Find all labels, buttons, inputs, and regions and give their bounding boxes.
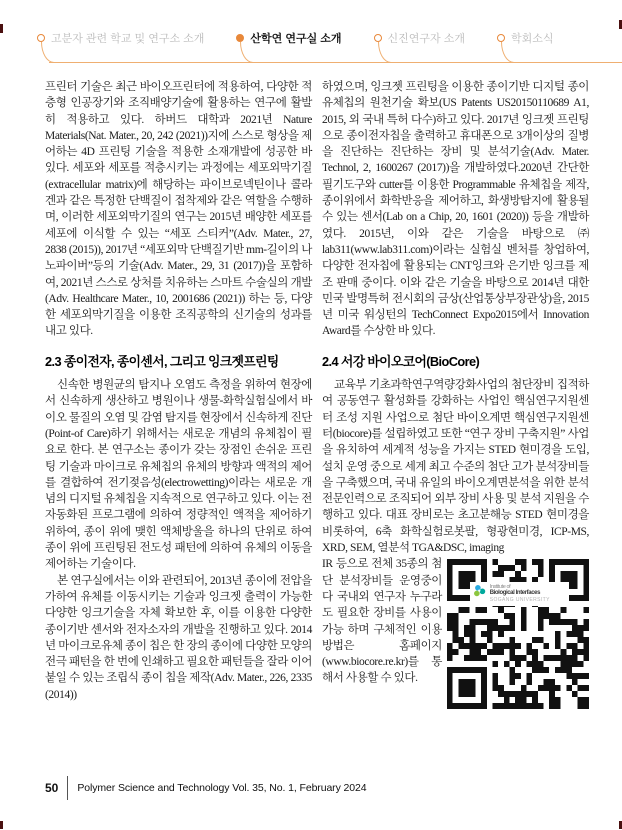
right-column (322, 79, 589, 709)
page-number: 50 (45, 781, 59, 795)
scan-artifact (0, 24, 3, 33)
journal-info: Polymer Science and Technology Vol. 35, No. 1, February 2024 (77, 782, 367, 794)
nav-tab-society-news[interactable] (497, 30, 554, 46)
paragraph: 하였으며, 잉크젯 프린팅을 이용한 종이기반 디지털 종이 유체칩의 원천기술 확보(US Patents US20150110689 A1, 2015, 외 국내 특허 다수)하고 있다. 2017년 잉크젯 프린팅으로 종이전자칩을 출력하고 휴대폰으로 3개이상의 질병을 진단하는 진단하는 장비 및 분석기술(Adv. Mater. Technol, 2, 1600267 (2017))을 개발하였다.2020년 간단한 필기도구와 cutter를 이용한 Programmable 유체칩을 제작, 종이위에서 화학반응을 제어하고, 화생방탐지에 활용될 수 있는 센서(Lab on a Chip, 20, 1601 (2020)) 등을 개발하였다. 2015년, 이와 같은 기술을 바탕으로 ㈜lab311(www.lab311.com)이라는 실험실 벤처를 창업하여, 다양한 전자칩에 활용되는 CNT잉크와 은기반 잉크를 제조 판매 중이다. 이와 같은 기술을 바탕으로 2014년 대한민국 발명특허 전시회의 금상(산업통상부장관상)을, 2015년 미국 워싱턴의 TechConnect Expo2015에서 Innovation Award를 수상한 바 있다. (322, 81, 589, 338)
paragraph: 프린터 기술은 최근 바이오프린터에 적용하여, 다양한 적층형 인공장기와 조직배양기술에 활용하는 연구에 활발히 적용하고 있다. 하버드 대학과 2021년 Nature Materials(Nat. Mater., 20, 242 (2021))지에 스스로 형상을 제어하는 4D 프린팅 기술을 적용한 소재개발에 성공한 바 있다. 세포와 세포를 적층시키는 과정에는 세포외막기질(extracellular matrix)에 해당하는 파이브로넥틴이나 콜라겐과 같은 특정한 단백질이 접착제와 같은 역할을 수행하며, 이러한 세포외막기질의 연구는 2015년 배양한 세포를 세포에 이식할 수 있는 “세포 스티커”(Adv. Mater., 27, 2838 (2015)), 2017년 “세포외막 단백질기반 mm-길이의 나노파이버”등의 기술(Adv. Mater., 29, 31 (2017))을 포함하여, 2021년 스스로 상처를 치유하는 스마트 수술실의 개발(Adv. Healthcare Mater., 10, 2001686 (2021)) 하는 등, 다양한 세포외막기질을 이용한 조직공학의 신기술의 성과를 내고 있다. (45, 81, 312, 338)
paragraph: 본 연구실에서는 이와 관련되어, 2013년 종이에 전압을 가하여 유체를 이동시키는 기술과 잉크젯 출력이 가능한 다양한 잉크기술을 자체 확보한 후, 이를 이용한 다양한 종이기반 센서와 전자소자의 개발을 진행하고 있다. 2014년 마이크로유체 종이 칩은 한 장의 종이에 다양한 모양의 전극 패턴을 한 번에 인쇄하고 필요한 패턴들을 잘라 이어 붙일 수 있는 조립식 종이 칩을 제작(Adv. Mater., 226, 2335 (2014)) (45, 574, 312, 701)
nav-bullet-icon (374, 34, 382, 42)
nav-tab-schools-institutes[interactable] (37, 30, 204, 46)
institute-logo (470, 582, 569, 606)
logo-line-2: Biological Interfaces (489, 590, 541, 597)
paragraph: 교육부 기초과학연구역량강화사업의 첨단장비 집적하여 공동연구 활성화를 강화하는 사업인 핵심연구지원센터 조성 지원 사업으로 첨단 바이오계면 핵심연구지원센터(biocore)를 설립하였고 또한 “연구 장비 구축지원” 사업을 유치하여 세계적 성능을 가지는 STED 현미경을 도입, 설치 운영 중으로 세계 최고 수준의 첨단 고가 분석장비들을 구축했으며, 국내 유일의 바이오계면분석을 위한 분석전문인력으로 조직되어 외부 장비 사용 및 분석 지원을 수행하고 있다. 대표 장비로는 초고분해능 STED 현미경을 비롯하여, 6축 화학실험로봇팔, 형광현미경, ICP-MS, XRD, SEM, 열분석 TGA&DSC, imaging (322, 379, 589, 555)
scan-artifact (0, 821, 3, 829)
qr-text-wrap-row (322, 556, 589, 709)
institute-logo-text (490, 584, 550, 604)
section-heading-2-4: 2.4 서강 바이오코어(BioCore) (322, 353, 480, 369)
footer-divider (67, 776, 68, 800)
top-navigation (37, 30, 622, 46)
logo-line-1: Institute of (489, 583, 511, 590)
nav-tab-industry-lab-intro[interactable] (236, 30, 341, 46)
page-footer (45, 776, 367, 800)
left-column (45, 79, 312, 709)
article-body (45, 79, 589, 709)
biocore-qr-code (447, 559, 589, 709)
nav-tab-label: 고분자 관련 학교 및 연구소 소개 (51, 33, 205, 45)
paragraph: 신속한 병원균의 탐지나 오염도 측정을 위하여 현장에서 신속하게 생산하고 병원이나 생물-화학실험실에서 바이오 물질의 오염 및 감염 탐지를 현장에서 신속하게 진단(Point-of Care)하기 위해서는 새로운 개념의 유체칩이 필요로 한다. 본 연구소는 종이가 갖는 장점인 손쉬운 프린팅 기술과 마이크로 유체칩의 유체의 방향과 액적의 제어를 결합하여 전기젖음성(electrowetting)이라는 새로운 개념의 디지털 유체칩을 지속적으로 연구하고 있다. 이는 전자동화된 프로그램에 의하여 정량적인 액적을 제어하기 위하여, 종이 위에 맺힌 액체방울을 하나의 단위로 하여 종이 위에 프린팅된 전도성 패턴에 의하여 유체의 이동을 제어하는 기술이다. (45, 379, 312, 571)
nav-tab-label: 산학연 연구실 소개 (250, 33, 342, 45)
section-heading-2-3: 2.3 종이전자, 종이센서, 그리고 잉크젯프린팅 (45, 353, 279, 369)
nav-tab-label: 신진연구자 소개 (387, 33, 465, 45)
nav-bullet-icon-active (236, 34, 244, 42)
nav-underline-rule (49, 62, 622, 63)
paragraph-beside-qr: IR 등으로 전체 35종의 첨단 분석장비들 운영중이다 국내외 연구자 누구라도 필요한 장비를 사용이 가능 하며 구체적인 이용방법은 홈페이지(www.biocore.re.kr)를 통해서 사용할 수 있다. (322, 558, 442, 685)
biological-interfaces-logo-icon (473, 584, 487, 603)
nav-tab-label: 학회소식 (511, 33, 554, 45)
nav-bullet-icon (37, 34, 45, 42)
nav-tab-new-researchers[interactable] (374, 30, 465, 46)
logo-line-3: SOGANG UNIVERSITY (489, 597, 550, 604)
nav-bullet-icon (497, 34, 505, 42)
